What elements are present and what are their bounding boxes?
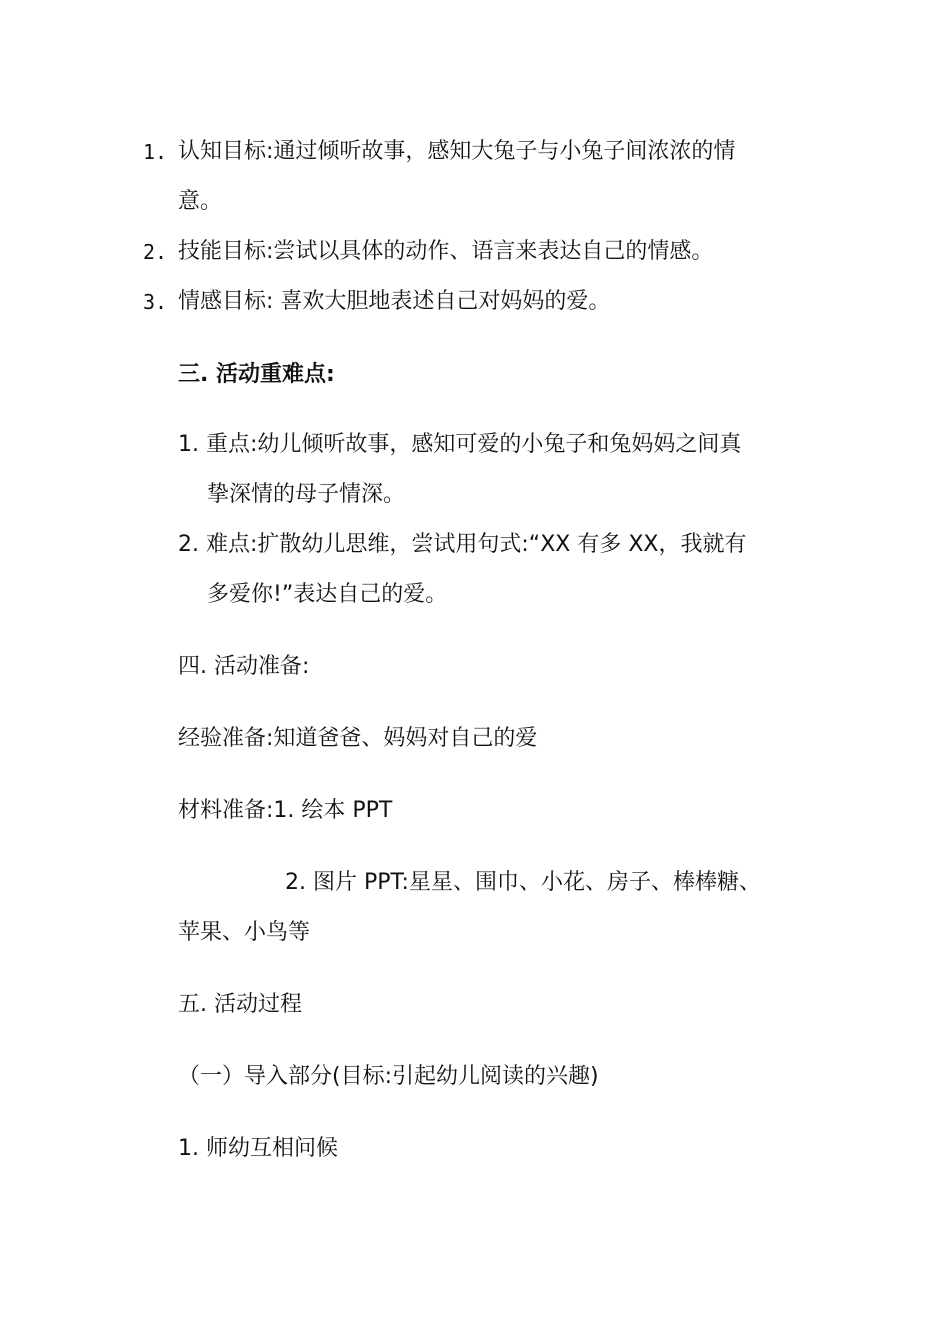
material-preparation-line2: 2. 图片 PPT:星星、围巾、小花、房子、棒棒糖、 xyxy=(285,870,761,895)
step-1-greeting: 1. 师幼互相问候 xyxy=(178,1136,338,1161)
key-point-line2: 挚深情的母子情深。 xyxy=(207,482,406,507)
difficulty-line2: 多爱你!”表达自己的爱。 xyxy=(207,582,448,607)
section-5-heading: 五. 活动过程 xyxy=(178,992,302,1017)
material-preparation-line3: 苹果、小鸟等 xyxy=(178,920,311,945)
goal-3-text: 情感目标: 喜欢大胆地表述自己对妈妈的爱。 xyxy=(178,289,611,314)
goal-2-text: 技能目标:尝试以具体的动作、语言来表达自己的情感。 xyxy=(178,239,714,264)
section-3-heading: 三. 活动重难点: xyxy=(178,362,335,387)
intro-subsection: （一）导入部分(目标:引起幼儿阅读的兴趣) xyxy=(178,1064,599,1089)
material-preparation-line1: 材料准备:1. 绘本 PPT xyxy=(178,798,393,823)
goal-1-text-line1: 认知目标:通过倾听故事，感知大兔子与小兔子间浓浓的情 xyxy=(178,139,736,164)
goal-1-text-line2: 意。 xyxy=(178,189,223,214)
section-4-heading: 四. 活动准备: xyxy=(178,654,310,679)
key-point-line1: 1. 重点:幼儿倾听故事，感知可爱的小兔子和兔妈妈之间真 xyxy=(178,432,742,457)
goal-1-number: 1. xyxy=(143,140,168,164)
goal-3-number: 3. xyxy=(143,290,168,314)
difficulty-line1: 2. 难点:扩散幼儿思维，尝试用句式:“XX 有多 XX，我就有 xyxy=(178,532,747,557)
experience-preparation: 经验准备:知道爸爸、妈妈对自己的爱 xyxy=(178,726,538,751)
goal-2-number: 2. xyxy=(143,240,168,264)
